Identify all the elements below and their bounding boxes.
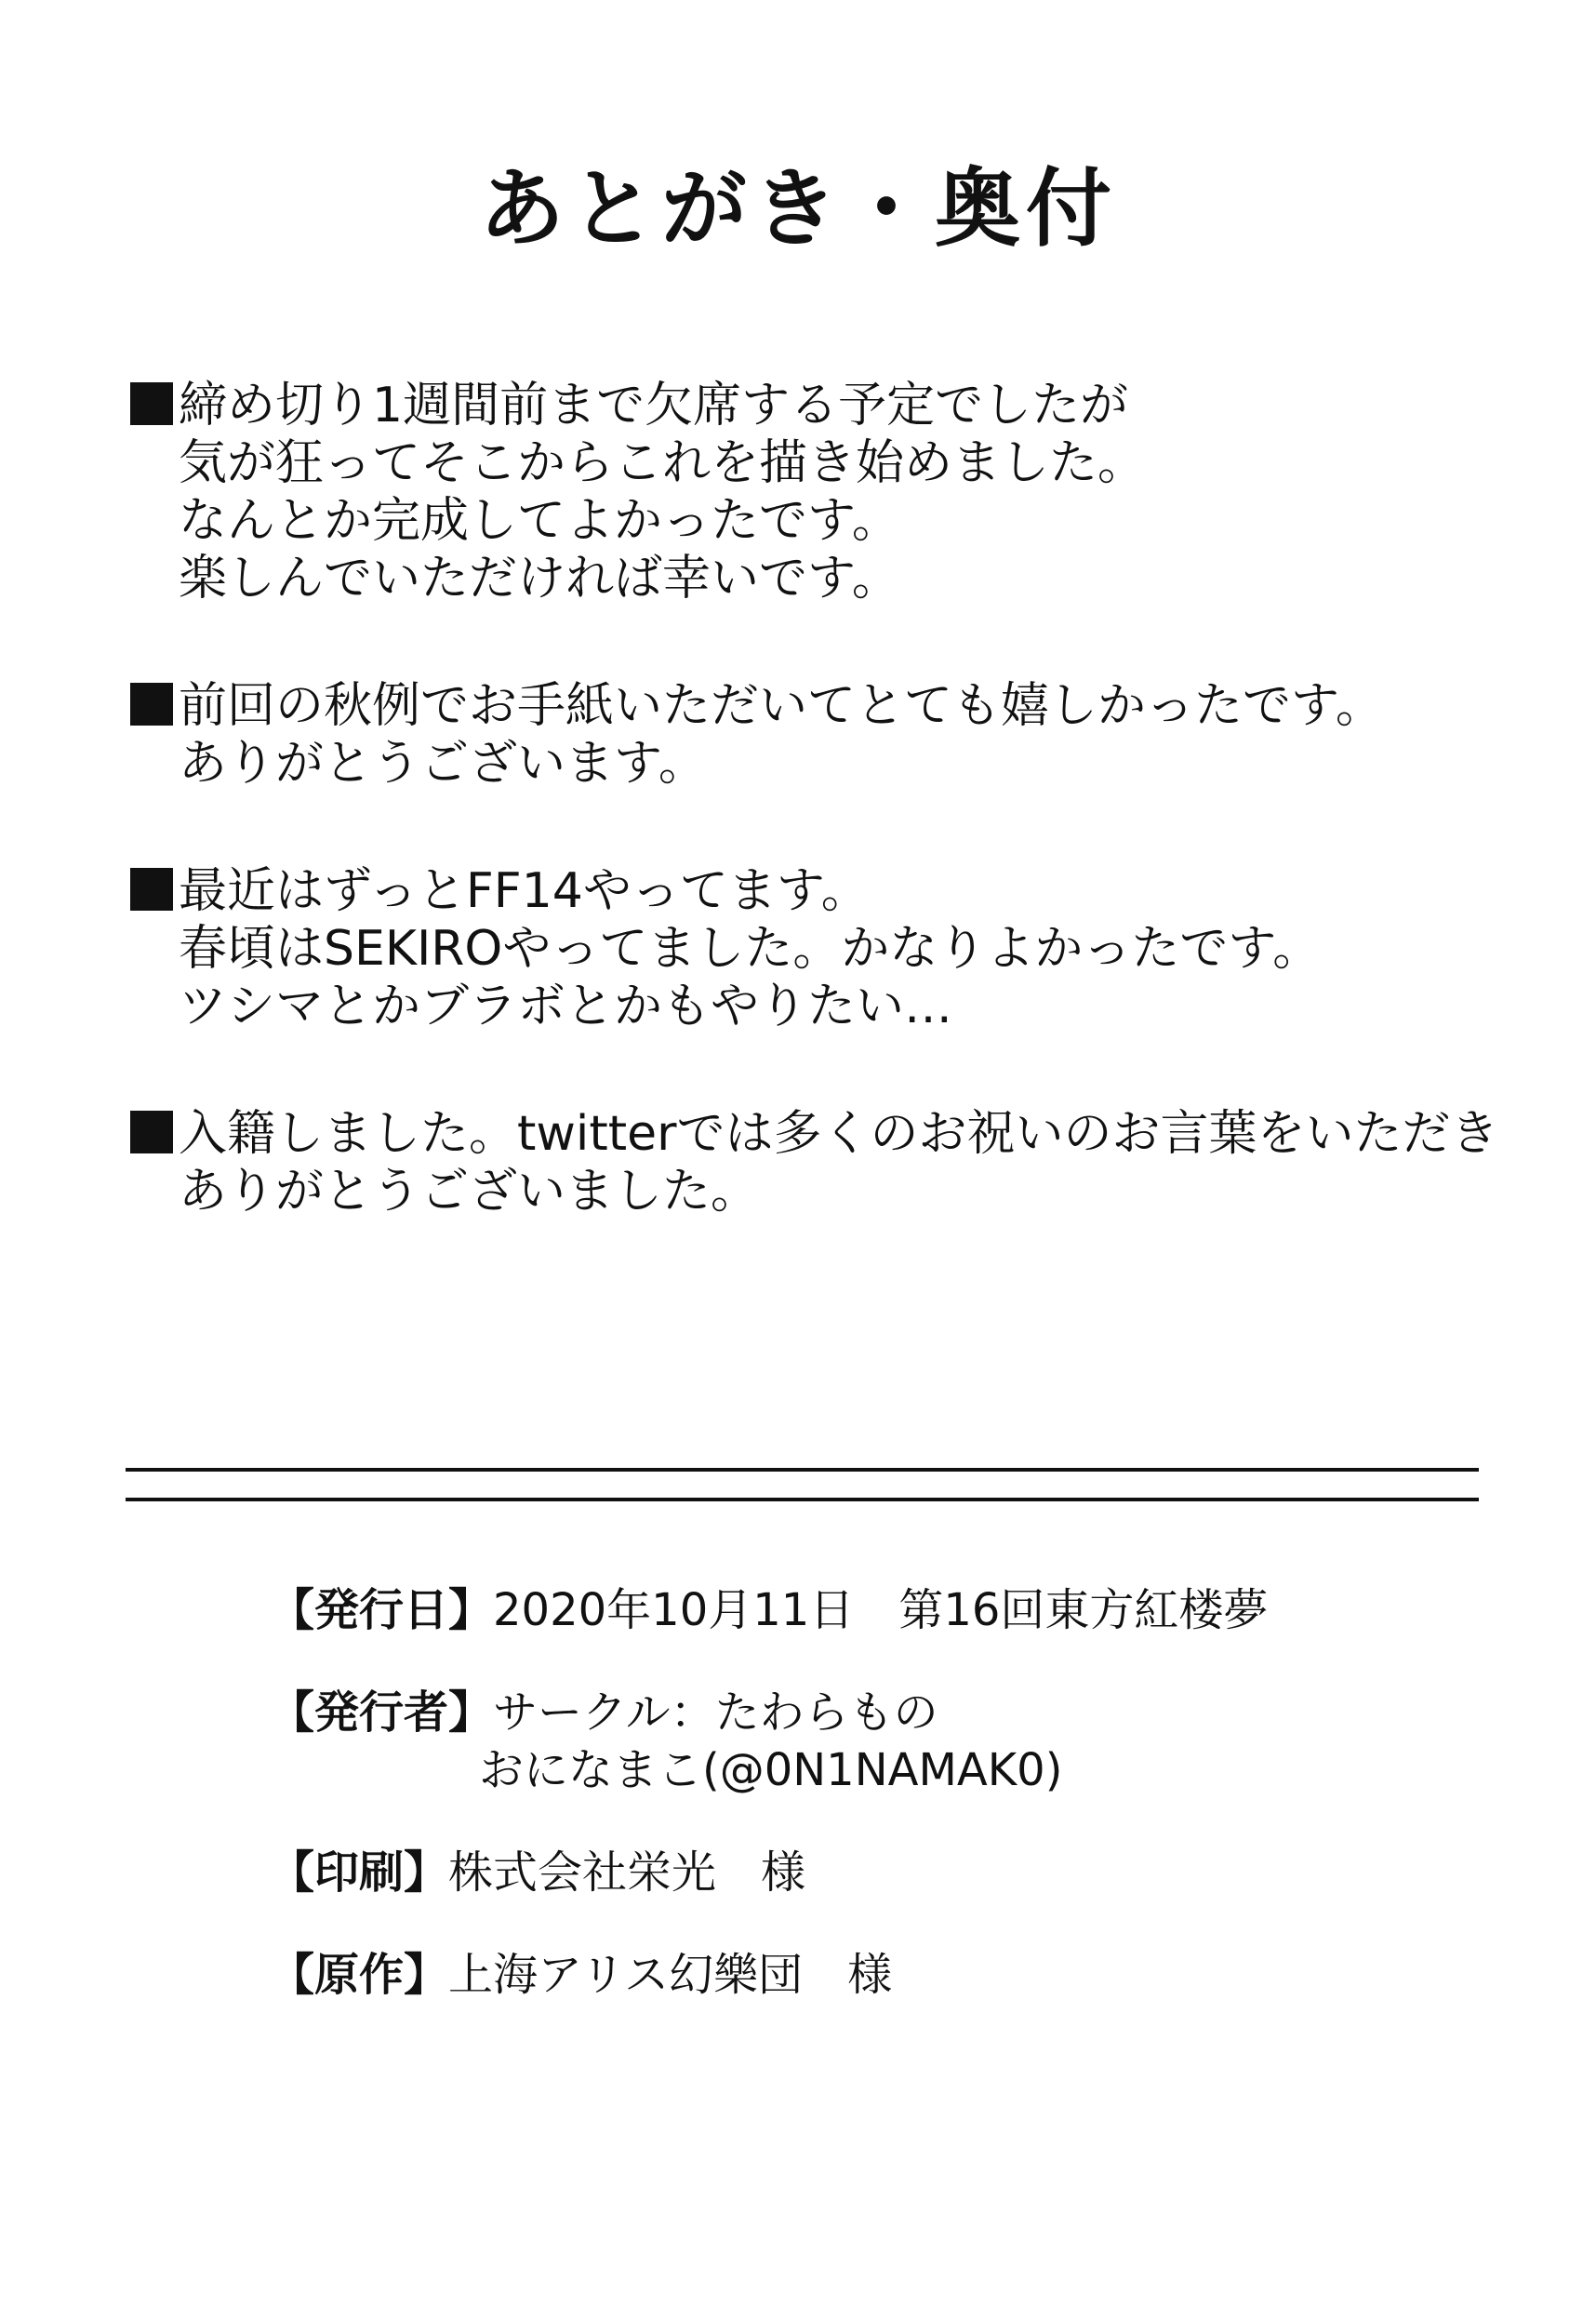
note-text: 楽しんでいただければ幸いです。 bbox=[179, 551, 900, 606]
entry-value-continuation: おになまこ(@0N1NAMAK0) bbox=[479, 1744, 1063, 1796]
square-bullet-icon bbox=[130, 683, 173, 726]
entry-value: 株式会社栄光 様 bbox=[448, 1846, 806, 1899]
note-text: ありがとうございます。 bbox=[179, 736, 707, 792]
note-text: なんとか完成してよかったです。 bbox=[179, 493, 900, 549]
colophon-entry-publisher bbox=[270, 1684, 1479, 1799]
afterword-note bbox=[130, 677, 1497, 793]
note-text: 最近はずっとFF14やってます。 bbox=[179, 863, 870, 919]
note-text: 締め切り1週間前まで欠席する予定でしたが bbox=[179, 378, 1129, 433]
entry-label: 【発行日】 bbox=[270, 1584, 494, 1636]
square-bullet-icon bbox=[130, 1111, 173, 1153]
afterword-note bbox=[130, 377, 1497, 607]
page-title: あとがき・奥付 bbox=[478, 159, 1117, 259]
colophon-section bbox=[270, 1581, 1479, 2048]
afterword-note bbox=[130, 862, 1497, 1035]
afterword-note bbox=[130, 1105, 1497, 1220]
colophon-entry-publish-date bbox=[270, 1581, 1479, 1639]
entry-value: 2020年10月11日 第16回東方紅楼夢 bbox=[493, 1584, 1269, 1636]
divider-line bbox=[126, 1498, 1479, 1501]
note-text: 入籍しました。twitterでは多くのお祝いのお言葉をいただき bbox=[179, 1106, 1499, 1162]
note-text: 気が狂ってそこからこれを描き始めました。 bbox=[179, 435, 1147, 491]
entry-label: 【原作】 bbox=[270, 1949, 449, 2001]
entry-value: 上海アリス幻樂団 様 bbox=[448, 1949, 893, 2001]
entry-label: 【発行者】 bbox=[270, 1686, 494, 1739]
note-text: ありがとうございました。 bbox=[179, 1164, 760, 1220]
entry-label: 【印刷】 bbox=[270, 1846, 449, 1899]
square-bullet-icon bbox=[130, 382, 173, 425]
note-text: 前回の秋例でお手紙いただいてとても嬉しかったです。 bbox=[179, 678, 1384, 734]
entry-value: サークル：たわらもの bbox=[493, 1686, 938, 1739]
colophon-entry-printer bbox=[270, 1844, 1479, 1901]
square-bullet-icon bbox=[130, 868, 173, 911]
colophon-entry-original-work bbox=[270, 1946, 1479, 2004]
note-text: ツシマとかブラボとかもやりたい… bbox=[179, 979, 953, 1034]
divider-line bbox=[126, 1468, 1479, 1472]
afterword-section bbox=[130, 377, 1497, 1290]
note-text: 春頃はSEKIROやってました。かなりよかったです。 bbox=[179, 921, 1322, 977]
